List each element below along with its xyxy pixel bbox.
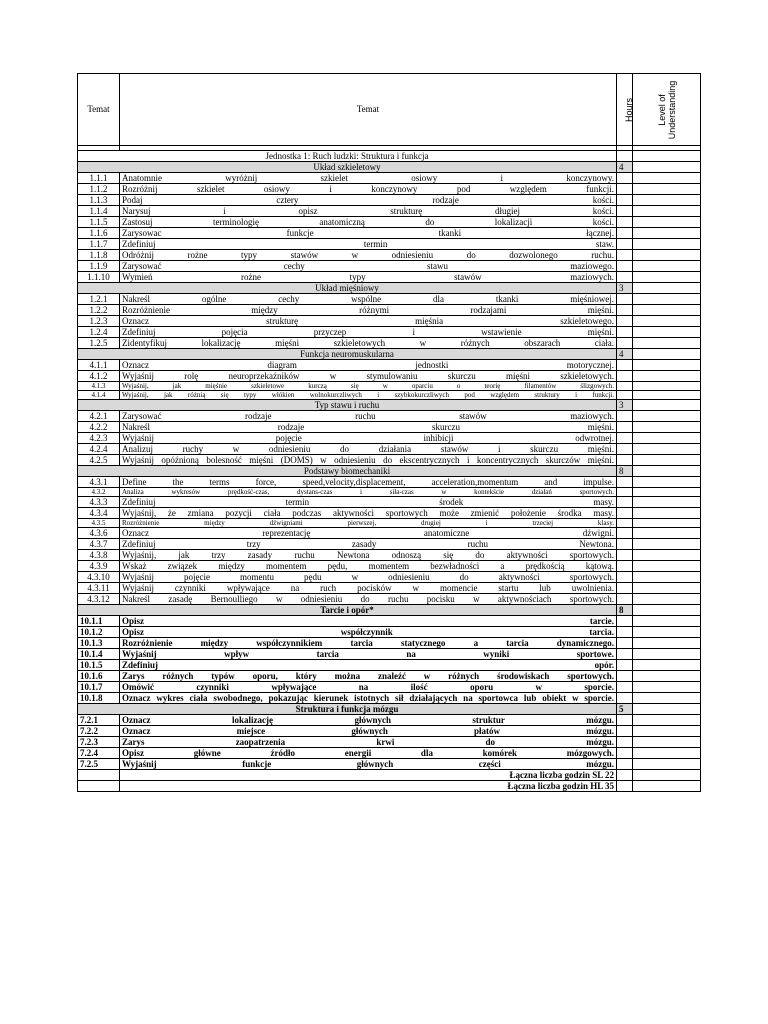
section-level-cell <box>633 400 701 411</box>
section-hours: 3 <box>617 400 633 411</box>
hours-cell <box>617 693 633 704</box>
section-title: Układ mięśniowy <box>78 283 617 294</box>
unit-title: Jednostka 1: Ruch ludzki: Struktura i funkcja <box>78 151 617 162</box>
level-cell <box>633 477 701 488</box>
topic-text: Zarysować rodzaje ruchu stawów maziowych. <box>120 411 617 422</box>
header-hours-label: Hours <box>624 97 635 122</box>
section-title: Funkcja neuromuskularna <box>78 349 617 360</box>
topic-text: Zarysować cechy stawu maziowego. <box>120 261 617 272</box>
section-title: Typ stawu i ruchu <box>78 400 617 411</box>
section-level-cell <box>633 162 701 173</box>
section-header-row <box>78 283 701 294</box>
topic-number: 4.3.6 <box>78 528 120 539</box>
unit-title-row <box>78 151 701 162</box>
topic-number: 4.2.5 <box>78 455 120 466</box>
topic-number: 4.1.1 <box>78 360 120 371</box>
section-title: Struktura i funkcja mózgu <box>78 704 617 715</box>
hours-cell <box>617 528 633 539</box>
hours-cell <box>617 360 633 371</box>
topic-row <box>78 508 701 519</box>
topic-number: 1.2.2 <box>78 305 120 316</box>
hours-cell <box>617 391 633 400</box>
topic-number: 4.3.12 <box>78 594 120 605</box>
topic-row <box>78 195 701 206</box>
topic-text: Omówić czynniki wpływające na ilość oporu w sporcie. <box>120 682 617 693</box>
hours-cell <box>617 173 633 184</box>
topic-row <box>78 594 701 605</box>
topic-number: 7.2.2 <box>78 726 120 737</box>
hours-cell <box>617 206 633 217</box>
topic-row <box>78 433 701 444</box>
topic-text: Wyjaśnij pojęcie inhibicji odwrotnej. <box>120 433 617 444</box>
topic-text: Nakreśl rodzaje skurczu mięśni. <box>120 422 617 433</box>
hours-cell <box>617 539 633 550</box>
topic-number: 10.1.5 <box>78 660 120 671</box>
level-cell <box>633 508 701 519</box>
topic-text: Oznacz wykres ciała swobodnego, pokazując kierunek istotnych sił działających na sportowca lub obiekt w sporcie. <box>120 693 617 704</box>
topic-row <box>78 327 701 338</box>
topic-row <box>78 455 701 466</box>
hours-cell <box>617 497 633 508</box>
topic-text: Nakreśl ogólne cechy wspólne dla tkanki mięśniowej. <box>120 294 617 305</box>
section-header-row <box>78 400 701 411</box>
level-cell <box>633 250 701 261</box>
hours-cell <box>617 488 633 497</box>
section-hours: 5 <box>617 704 633 715</box>
hours-cell <box>617 294 633 305</box>
topic-number: 4.3.9 <box>78 561 120 572</box>
hours-cell <box>617 737 633 748</box>
topic-number: 1.1.6 <box>78 228 120 239</box>
level-cell <box>633 316 701 327</box>
topic-text: Oznacz diagram jednostki motorycznej. <box>120 360 617 371</box>
topic-text: Wyjaśnij, jak mięśnie szkieletowe kurczą się w oparciu o teorię filamentów ślizgowych. <box>120 382 617 391</box>
topic-text: Opisz współczynnik tarcia. <box>120 627 617 638</box>
topic-row <box>78 627 701 638</box>
hours-cell <box>617 433 633 444</box>
topic-row <box>78 550 701 561</box>
topic-text: Odróżnij rożne typy stawów w odniesieniu do dozwolonego ruchu. <box>120 250 617 261</box>
total-hours-text: Łączna liczba godzin HL 35 <box>120 781 617 792</box>
level-cell <box>633 305 701 316</box>
level-cell <box>633 671 701 682</box>
hours-cell <box>617 748 633 759</box>
topic-row <box>78 217 701 228</box>
section-hours: 8 <box>617 605 633 616</box>
topic-row <box>78 726 701 737</box>
section-hours: 4 <box>617 349 633 360</box>
topic-row <box>78 272 701 283</box>
topic-row <box>78 316 701 327</box>
hours-cell <box>617 195 633 206</box>
topic-row <box>78 444 701 455</box>
level-cell <box>633 539 701 550</box>
syllabus-table <box>77 73 701 792</box>
hours-cell <box>617 184 633 195</box>
level-cell <box>633 693 701 704</box>
level-cell <box>633 737 701 748</box>
topic-text: Oznacz reprezentację anatomiczne dźwigni. <box>120 528 617 539</box>
topic-text: Wyjaśnij rolę neuroprzekaźników w stymulowaniu skurczu mięśni szkieletowych. <box>120 371 617 382</box>
section-level-cell <box>633 466 701 477</box>
hours-cell <box>617 371 633 382</box>
section-header-row <box>78 704 701 715</box>
topic-row <box>78 411 701 422</box>
topic-row <box>78 616 701 627</box>
level-cell <box>633 382 701 391</box>
level-cell <box>633 261 701 272</box>
topic-row <box>78 748 701 759</box>
topic-text: Wyjaśnij, jak różnią się typy włókien wolnokurczliwych i szybkokurczliwych pod względem struktury i funkcji. <box>120 391 617 400</box>
topic-text: Rozróżnienie między dźwigniami pierwszej, drugiej i trzeciej klasy. <box>120 519 617 528</box>
topic-text: Define the terms force, speed,velocity,displacement, acceleration,momentum and impulse. <box>120 477 617 488</box>
level-cell <box>633 594 701 605</box>
topic-row <box>78 338 701 349</box>
level-cell <box>633 660 701 671</box>
level-cell <box>633 228 701 239</box>
topic-number: 10.1.2 <box>78 627 120 638</box>
topic-number: 1.1.3 <box>78 195 120 206</box>
topic-number: 4.3.2 <box>78 488 120 497</box>
topic-row <box>78 660 701 671</box>
topic-row <box>78 638 701 649</box>
topic-number: 4.2.3 <box>78 433 120 444</box>
topic-row <box>78 250 701 261</box>
topic-number: 4.3.8 <box>78 550 120 561</box>
hours-cell <box>617 477 633 488</box>
level-cell <box>633 455 701 466</box>
level-cell <box>633 583 701 594</box>
total-hours-text: Łączna liczba godzin SL 22 <box>120 770 617 781</box>
level-cell <box>633 195 701 206</box>
topic-row <box>78 360 701 371</box>
topic-row <box>78 759 701 770</box>
total-row <box>78 770 701 781</box>
topic-number: 10.1.4 <box>78 649 120 660</box>
level-cell <box>633 770 701 781</box>
topic-text: Wskaż związek między momentem pędu, momentem bezwładności a prędkością kątową. <box>120 561 617 572</box>
hours-cell <box>617 508 633 519</box>
hours-cell <box>617 261 633 272</box>
hours-cell <box>617 382 633 391</box>
topic-text: Wyjaśnij czynniki wpływające na ruch pocisków w momencie startu lub uwolnienia. <box>120 583 617 594</box>
topic-number: 1.1.2 <box>78 184 120 195</box>
section-level-cell <box>633 704 701 715</box>
topic-text: Wyjaśnij funkcje głównych części mózgu. <box>120 759 617 770</box>
hours-cell <box>617 770 633 781</box>
section-header-row <box>78 605 701 616</box>
topic-text: Oznacz strukturę mięśnia szkieletowego. <box>120 316 617 327</box>
hours-cell <box>617 305 633 316</box>
topic-text: Analiza wykresów prędkość-czas, dystans-czas i siła-czas w kontekście działań sportowych. <box>120 488 617 497</box>
header-temat-left: Temat <box>78 74 120 146</box>
topic-text: Podaj cztery rodzaje kości. <box>120 195 617 206</box>
level-cell <box>633 497 701 508</box>
level-cell <box>633 649 701 660</box>
level-cell <box>633 422 701 433</box>
topic-text: Rozróżnienie między współczynnikiem tarcia statycznego a tarcia dynamicznego. <box>120 638 617 649</box>
topic-number: 1.1.4 <box>78 206 120 217</box>
total-empty <box>78 770 120 781</box>
topic-row <box>78 737 701 748</box>
topic-number: 4.1.3 <box>78 382 120 391</box>
hours-cell <box>617 781 633 792</box>
topic-text: Zidentyfikuj lokalizację mięśni szkieletowych w różnych obszarach ciała. <box>120 338 617 349</box>
hours-cell <box>617 338 633 349</box>
topic-text: Rozróżnienie między różnymi rodzajami mięśni. <box>120 305 617 316</box>
section-header-row <box>78 349 701 360</box>
topic-text: Zdefiniuj pojęcia przyczep i wstawienie mięśni. <box>120 327 617 338</box>
topic-number: 4.3.3 <box>78 497 120 508</box>
topic-row <box>78 715 701 726</box>
topic-number: 4.3.11 <box>78 583 120 594</box>
topic-text: Opisz główne źródło energii dla komórek mózgowych. <box>120 748 617 759</box>
topic-number: 4.3.1 <box>78 477 120 488</box>
topic-row <box>78 206 701 217</box>
topic-row <box>78 173 701 184</box>
hours-cell <box>617 239 633 250</box>
topic-row <box>78 671 701 682</box>
topic-number: 7.2.5 <box>78 759 120 770</box>
topic-text: Wyjaśnij, jak trzy zasady ruchu Newtona odnoszą się do aktywności sportowych. <box>120 550 617 561</box>
topic-number: 1.1.7 <box>78 239 120 250</box>
topic-number: 4.1.4 <box>78 391 120 400</box>
level-cell <box>633 184 701 195</box>
topic-number: 10.1.7 <box>78 682 120 693</box>
level-cell <box>633 294 701 305</box>
section-title: Podstawy biomechaniki <box>78 466 617 477</box>
level-cell <box>633 338 701 349</box>
topic-text: Zdefiniuj trzy zasady ruchu Newtona. <box>120 539 617 550</box>
section-title: Tarcie i opór* <box>78 605 617 616</box>
topic-number: 7.2.3 <box>78 737 120 748</box>
level-cell <box>633 371 701 382</box>
hours-cell <box>617 759 633 770</box>
topic-row <box>78 261 701 272</box>
hours-cell <box>617 594 633 605</box>
topic-row <box>78 572 701 583</box>
hours-cell <box>617 627 633 638</box>
topic-text: Wyjaśnij wpływ tarcia na wyniki sportowe. <box>120 649 617 660</box>
topic-number: 1.2.1 <box>78 294 120 305</box>
topic-number: 1.1.5 <box>78 217 120 228</box>
level-cell <box>633 391 701 400</box>
level-cell <box>633 550 701 561</box>
header-hours <box>617 74 633 146</box>
level-cell <box>633 561 701 572</box>
hours-cell <box>617 411 633 422</box>
topic-number: 4.2.1 <box>78 411 120 422</box>
hours-cell <box>617 638 633 649</box>
level-cell <box>633 572 701 583</box>
hours-cell <box>617 316 633 327</box>
topic-number: 1.1.8 <box>78 250 120 261</box>
topic-row <box>78 519 701 528</box>
topic-text: Zarysowac funkcje tkanki łącznej. <box>120 228 617 239</box>
topic-number: 4.2.2 <box>78 422 120 433</box>
hours-cell <box>617 561 633 572</box>
topic-number: 4.1.2 <box>78 371 120 382</box>
section-hours: 4 <box>617 162 633 173</box>
topic-text: Opisz tarcie. <box>120 616 617 627</box>
topic-text: Wyjaśnij pojęcie momentu pędu w odniesieniu do aktywności sportowych. <box>120 572 617 583</box>
level-cell <box>633 528 701 539</box>
topic-row <box>78 305 701 316</box>
hours-cell <box>617 715 633 726</box>
topic-text: Oznacz lokalizację głównych struktur mózgu. <box>120 715 617 726</box>
level-cell <box>633 638 701 649</box>
topic-row <box>78 239 701 250</box>
hours-cell <box>617 455 633 466</box>
hours-cell <box>617 228 633 239</box>
section-level-cell <box>633 349 701 360</box>
topic-row <box>78 693 701 704</box>
hours-cell <box>617 550 633 561</box>
level-cell <box>633 781 701 792</box>
topic-number: 10.1.3 <box>78 638 120 649</box>
level-cell <box>633 173 701 184</box>
topic-number: 1.1.10 <box>78 272 120 283</box>
level-cell <box>633 715 701 726</box>
topic-number: 1.1.1 <box>78 173 120 184</box>
topic-number: 1.2.3 <box>78 316 120 327</box>
topic-number: 4.2.4 <box>78 444 120 455</box>
topic-row <box>78 561 701 572</box>
hours-cell <box>617 649 633 660</box>
topic-number: 4.3.10 <box>78 572 120 583</box>
header-temat: Temat <box>120 74 617 146</box>
topic-row <box>78 477 701 488</box>
topic-text: Analizuj ruchy w odniesieniu do działania stawów i skurczu mięśni. <box>120 444 617 455</box>
hours-cell <box>617 583 633 594</box>
hours-cell <box>617 671 633 682</box>
topic-row <box>78 371 701 382</box>
hours-cell <box>617 519 633 528</box>
hours-cell <box>617 572 633 583</box>
topic-text: Wymień rożne typy stawów maziowych. <box>120 272 617 283</box>
topic-row <box>78 391 701 400</box>
topic-row <box>78 583 701 594</box>
topic-row <box>78 488 701 497</box>
hours-cell <box>617 682 633 693</box>
topic-row <box>78 497 701 508</box>
level-cell <box>633 239 701 250</box>
topic-text: Zarys różnych typów oporu, który można znaleźć w różnych środowiskach sportowych. <box>120 671 617 682</box>
topic-number: 7.2.4 <box>78 748 120 759</box>
section-level-cell <box>633 605 701 616</box>
hours-cell <box>617 422 633 433</box>
hours-cell <box>617 217 633 228</box>
topic-text: Oznacz miejsce głównych płatów mózgu. <box>120 726 617 737</box>
topic-row <box>78 682 701 693</box>
topic-text: Zarys zaopatrzenia krwi do mózgu. <box>120 737 617 748</box>
hours-cell <box>617 327 633 338</box>
topic-number: 4.3.7 <box>78 539 120 550</box>
topic-number: 1.2.5 <box>78 338 120 349</box>
section-hours: 8 <box>617 466 633 477</box>
topic-text: Zdefiniuj termin staw. <box>120 239 617 250</box>
topic-text: Narysuj i opisz strukturę długiej kości. <box>120 206 617 217</box>
syllabus-table-body <box>78 74 701 792</box>
level-cell <box>633 272 701 283</box>
topic-text: Wyjaśnij opóźnioną bolesność mięśni (DOMS) w odniesieniu do ekscentrycznych i koncentrycznych skurczów mięśni. <box>120 455 617 466</box>
section-header-row <box>78 466 701 477</box>
topic-number: 4.3.5 <box>78 519 120 528</box>
level-cell <box>633 444 701 455</box>
topic-number: 10.1.8 <box>78 693 120 704</box>
topic-number: 10.1.1 <box>78 616 120 627</box>
level-cell <box>633 360 701 371</box>
header-row <box>78 74 701 146</box>
topic-text: Anatomnie wyróżnij szkielet osiowy i konczynowy. <box>120 173 617 184</box>
level-cell <box>633 726 701 737</box>
topic-row <box>78 184 701 195</box>
topic-number: 10.1.6 <box>78 671 120 682</box>
level-cell <box>633 206 701 217</box>
total-row <box>78 781 701 792</box>
hours-cell <box>617 660 633 671</box>
level-cell <box>633 433 701 444</box>
topic-number: 1.1.9 <box>78 261 120 272</box>
topic-number: 4.3.4 <box>78 508 120 519</box>
header-level-label: Level of Understanding <box>656 80 677 139</box>
topic-row <box>78 528 701 539</box>
topic-number: 1.2.4 <box>78 327 120 338</box>
topic-text: Zastosuj terminologię anatomiczną do lokalizacji kości. <box>120 217 617 228</box>
level-cell <box>633 327 701 338</box>
level-cell <box>633 682 701 693</box>
level-cell <box>633 627 701 638</box>
hours-cell <box>617 250 633 261</box>
topic-row <box>78 422 701 433</box>
hours-cell <box>617 272 633 283</box>
topic-row <box>78 294 701 305</box>
total-empty <box>78 781 120 792</box>
section-title: Układ szkieletowy <box>78 162 617 173</box>
topic-row <box>78 649 701 660</box>
level-cell <box>633 616 701 627</box>
header-level <box>633 74 701 146</box>
topic-row <box>78 539 701 550</box>
hours-cell <box>617 444 633 455</box>
level-cell <box>633 748 701 759</box>
section-header-row <box>78 162 701 173</box>
level-cell <box>633 217 701 228</box>
hours-cell <box>617 726 633 737</box>
syllabus-document <box>77 73 700 792</box>
topic-text: Zdefiniuj opór. <box>120 660 617 671</box>
level-cell <box>633 411 701 422</box>
topic-row <box>78 228 701 239</box>
topic-text: Nakreśl zasadę Bernoulliego w odniesieniu do ruchu pocisku w aktywnościach sportowych. <box>120 594 617 605</box>
level-cell <box>633 488 701 497</box>
topic-text: Rozróżnij szkielet osiowy i konczynowy pod względem funkcji. <box>120 184 617 195</box>
level-cell <box>633 519 701 528</box>
topic-row <box>78 382 701 391</box>
topic-number: 7.2.1 <box>78 715 120 726</box>
section-hours: 3 <box>617 283 633 294</box>
hours-cell <box>617 616 633 627</box>
topic-text: Zdefiniuj termin środek masy. <box>120 497 617 508</box>
section-level-cell <box>633 283 701 294</box>
topic-text: Wyjaśnij, że zmiana pozycji ciała podczas aktywności sportowych może zmienić położenie środka masy. <box>120 508 617 519</box>
level-cell <box>633 759 701 770</box>
